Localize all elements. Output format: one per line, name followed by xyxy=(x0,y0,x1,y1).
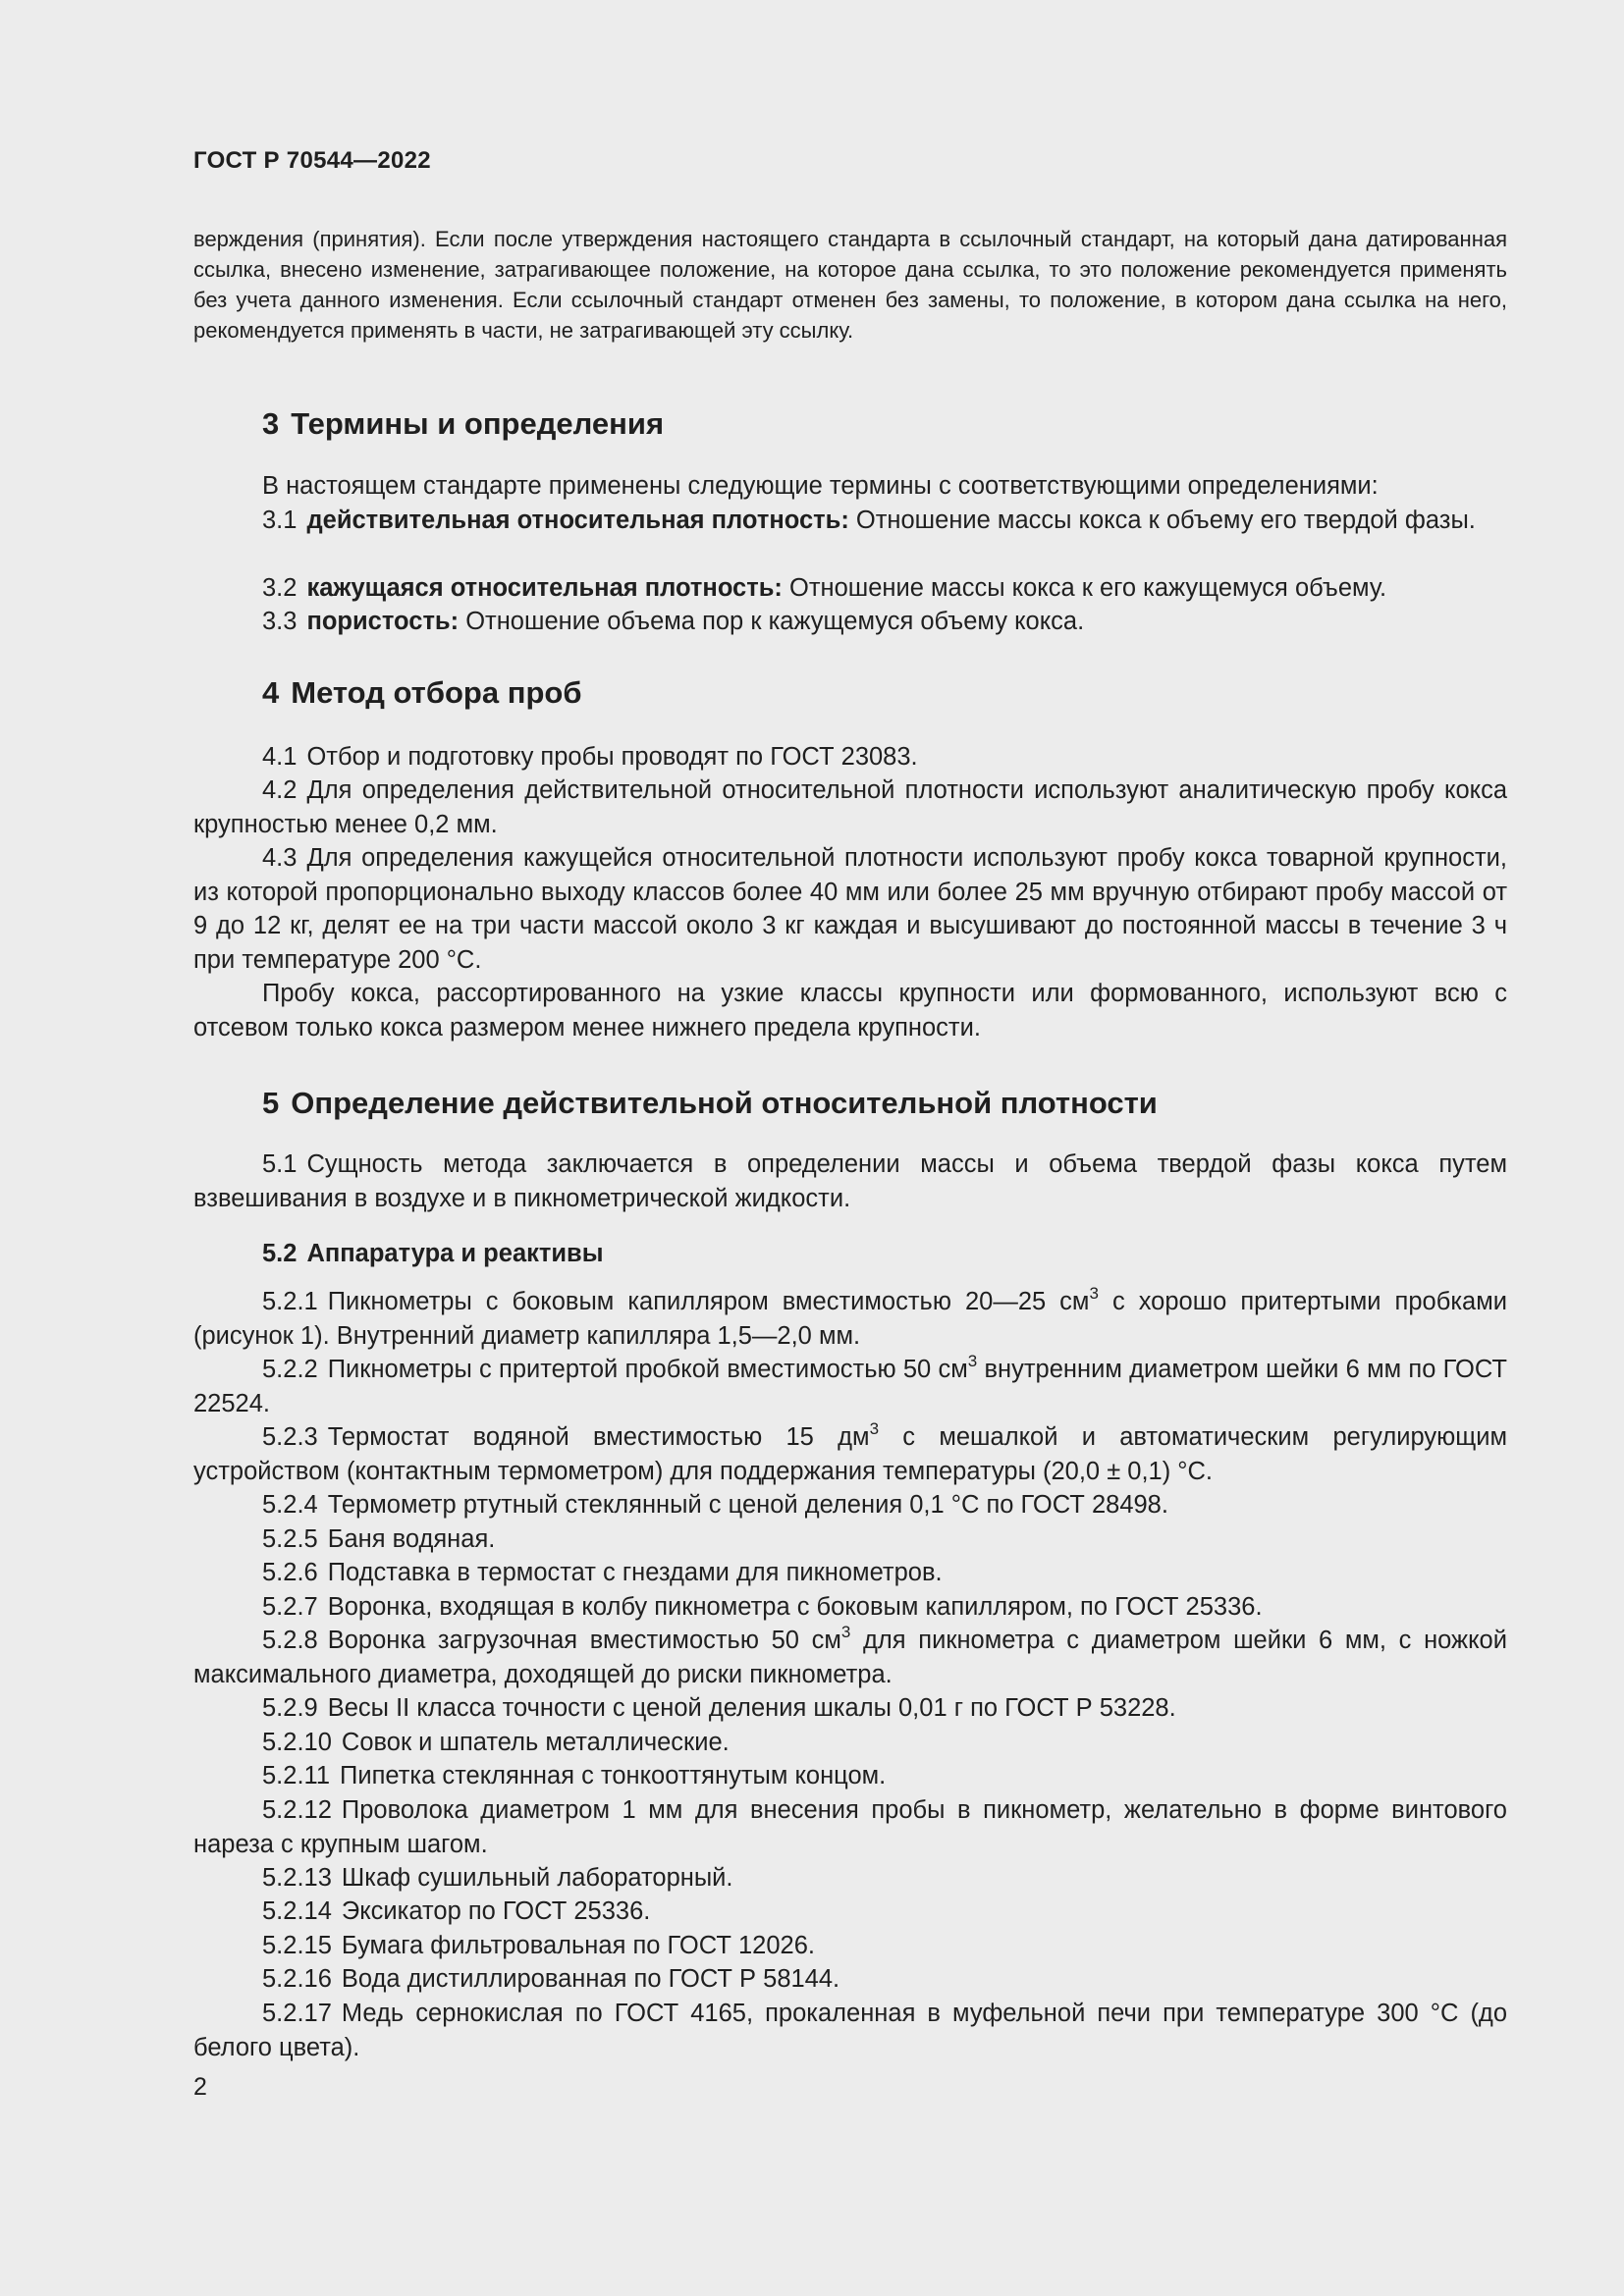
clause-number: 3.1 xyxy=(262,507,298,534)
item-5-2-7 xyxy=(193,1590,1507,1625)
item-text: Шкаф сушильный лабораторный. xyxy=(341,1864,733,1892)
item-text: Пикнометры с притертой пробкой вместимостью 50 см xyxy=(327,1356,968,1383)
document-header: ГОСТ Р 70544—2022 xyxy=(193,147,431,174)
item-text: Весы II класса точности с ценой деления шкалы 0,01 г по ГОСТ Р 53228. xyxy=(327,1694,1176,1722)
section-4-heading xyxy=(262,675,581,711)
item-number: 5.2.14 xyxy=(262,1897,332,1925)
item-5-2-17 xyxy=(193,1997,1507,2064)
section-5-heading xyxy=(262,1086,1158,1121)
item-number: 5.2.7 xyxy=(262,1593,318,1621)
item-text: Воронка, входящая в колбу пикнометра с боковым капилляром, по ГОСТ 25336. xyxy=(327,1593,1263,1621)
item-text: Проволока диаметром 1 мм для внесения пробы в пикнометр, желательно в форме винтового нареза с крупным шагом. xyxy=(193,1796,1507,1858)
section-number: 3 xyxy=(262,406,280,441)
item-text: Эксикатор по ГОСТ 25336. xyxy=(341,1897,651,1925)
item-5-2-10 xyxy=(193,1726,1507,1760)
item-text: Термометр ртутный стеклянный с ценой деления 0,1 °С по ГОСТ 28498. xyxy=(327,1491,1168,1519)
item-5-2-6 xyxy=(193,1556,1507,1590)
section-3-lead: В настоящем стандарте применены следующие термины с соответствующими определениями: xyxy=(262,472,1379,500)
item-text-cont: внутренним диаметром шейки 6 мм по ГОСТ 22524. xyxy=(193,1356,1508,1417)
item-5-2-15 xyxy=(193,1929,1507,1963)
item-5-2-8 xyxy=(193,1624,1507,1691)
item-number: 5.2.15 xyxy=(262,1932,332,1959)
section-title: Термины и определения xyxy=(291,406,665,441)
item-number: 5.2.9 xyxy=(262,1694,318,1722)
clause-text: Для определения действительной относительной плотности используют аналитическую пробу кокса крупностью менее 0,2 мм. xyxy=(193,776,1507,838)
clause-text: Для определения кажущейся относительной плотности используют пробу кокса товарной крупности, из которой пропорционально выходу классов более 40 мм или более 25 мм вручную отбирают пробу массой от 9 до 12 кг, делят ее на три части массой около 3 кг каждая и высушивают до постоянной массы в течение 3 ч при температуре 200 °С. xyxy=(193,844,1507,974)
term-definition: Отношение массы кокса к его кажущемуся объему. xyxy=(789,574,1387,602)
term-name: действительная относительная плотность: xyxy=(306,507,849,534)
item-text: Медь сернокислая по ГОСТ 4165, прокаленная в муфельной печи при температуре 300 °С (до белого цвета). xyxy=(193,2000,1507,2061)
item-text: Баня водяная. xyxy=(327,1525,496,1553)
item-5-2-16 xyxy=(193,1962,1507,1997)
item-number: 5.2.1 xyxy=(262,1288,318,1315)
item-number: 5.2.8 xyxy=(262,1627,318,1654)
item-number: 5.2.12 xyxy=(262,1796,332,1824)
clause-4-3 xyxy=(193,841,1507,977)
term-definition: Отношение объема пор к кажущемуся объему кокса. xyxy=(465,608,1085,635)
subsection-5-2-heading xyxy=(262,1240,604,1268)
superscript: 3 xyxy=(967,1351,978,1370)
item-number: 5.2.16 xyxy=(262,1965,332,1993)
item-5-2-9 xyxy=(193,1691,1507,1726)
item-text: Пипетка стеклянная с тонкооттянутым концом. xyxy=(340,1762,887,1789)
clause-4-1 xyxy=(193,740,1507,774)
intro-paragraph: верждения (принятия). Если после утверждения настоящего стандарта в ссылочный стандарт, на который дана датированная ссылка, внесено изменение, затрагивающее положение, на которое дана ссылка, то это положение рекомендуется применять без учета данного изменения. Если ссылочный стандарт отменен без замены, то положение, в котором дана ссылка на него, рекомендуется применять в части, не затрагивающей эту ссылку. xyxy=(193,227,1507,343)
item-5-2-13 xyxy=(193,1861,1507,1896)
item-5-2-2 xyxy=(193,1353,1507,1420)
superscript: 3 xyxy=(840,1622,851,1641)
clause-number: 3.3 xyxy=(262,608,298,635)
term-name: пористость: xyxy=(306,608,460,635)
subsection-title: Аппаратура и реактивы xyxy=(306,1240,604,1267)
item-5-2-5 xyxy=(193,1522,1507,1557)
item-text: Пикнометры с боковым капилляром вместимостью 20—25 см xyxy=(327,1288,1090,1315)
section-title: Определение действительной относительной плотности xyxy=(291,1086,1158,1120)
subsection-number: 5.2 xyxy=(262,1240,298,1267)
page-number: 2 xyxy=(193,2073,207,2101)
term-name: кажущаяся относительная плотность: xyxy=(306,574,783,602)
term-definition: Отношение массы кокса к объему его твердой фазы. xyxy=(855,507,1476,534)
item-text-cont: с мешалкой и автоматическим регулирующим устройством (контактным термометром) для поддержания температуры (20,0 ± 0,1) °С. xyxy=(193,1423,1507,1485)
superscript: 3 xyxy=(1089,1283,1099,1303)
item-text: Подставка в термостат с гнездами для пикнометров. xyxy=(327,1559,943,1586)
item-text: Вода дистиллированная по ГОСТ Р 58144. xyxy=(341,1965,840,1993)
clause-number: 5.1 xyxy=(262,1150,298,1178)
item-text: Бумага фильтровальная по ГОСТ 12026. xyxy=(341,1932,815,1959)
clause-number: 4.1 xyxy=(262,743,298,771)
term-3-3 xyxy=(193,605,1507,639)
item-number: 5.2.11 xyxy=(262,1762,331,1789)
section-number: 4 xyxy=(262,675,280,710)
clause-number: 3.2 xyxy=(262,574,298,602)
item-text: Совок и шпатель металлические. xyxy=(341,1729,730,1756)
item-number: 5.2.3 xyxy=(262,1423,318,1451)
term-3-1 xyxy=(193,504,1507,538)
item-number: 5.2.10 xyxy=(262,1729,332,1756)
item-5-2-4 xyxy=(193,1488,1507,1522)
clause-text: Сущность метода заключается в определении массы и объема твердой фазы кокса путем взвешивания в воздухе и в пикнометрической жидкости. xyxy=(193,1150,1507,1212)
item-5-2-14 xyxy=(193,1895,1507,1929)
term-3-2 xyxy=(193,571,1507,606)
item-text-cont: для пикнометра с диаметром шейки 6 мм, с ножкой максимального диаметра, доходящей до риски пикнометра. xyxy=(193,1627,1507,1688)
item-text-cont: с хорошо притертыми пробками (рисунок 1). Внутренний диаметр капилляра 1,5—2,0 мм. xyxy=(193,1288,1508,1350)
clause-number: 4.2 xyxy=(262,776,298,804)
section-number: 5 xyxy=(262,1086,280,1120)
section-3-heading xyxy=(262,406,664,442)
item-5-2-12 xyxy=(193,1793,1507,1861)
section-title: Метод отбора проб xyxy=(291,675,582,710)
clause-5-1 xyxy=(193,1148,1507,1215)
clause-text: Отбор и подготовку пробы проводят по ГОСТ 23083. xyxy=(306,743,918,771)
item-5-2-3 xyxy=(193,1420,1507,1488)
item-number: 5.2.13 xyxy=(262,1864,332,1892)
item-number: 5.2.5 xyxy=(262,1525,318,1553)
item-5-2-11 xyxy=(193,1759,1507,1793)
item-text: Воронка загрузочная вместимостью 50 см xyxy=(327,1627,841,1654)
item-5-2-1 xyxy=(193,1285,1507,1353)
superscript: 3 xyxy=(869,1418,880,1438)
item-text: Термостат водяной вместимостью 15 дм xyxy=(327,1423,870,1451)
item-number: 5.2.2 xyxy=(262,1356,318,1383)
item-number: 5.2.17 xyxy=(262,2000,332,2027)
item-number: 5.2.6 xyxy=(262,1559,318,1586)
clause-4-3-continued: Пробу кокса, рассортированного на узкие классы крупности или формованного, используют всю с отсевом только кокса размером менее нижнего предела крупности. xyxy=(193,980,1507,1041)
clause-4-2 xyxy=(193,774,1507,841)
item-number: 5.2.4 xyxy=(262,1491,318,1519)
clause-number: 4.3 xyxy=(262,844,298,872)
